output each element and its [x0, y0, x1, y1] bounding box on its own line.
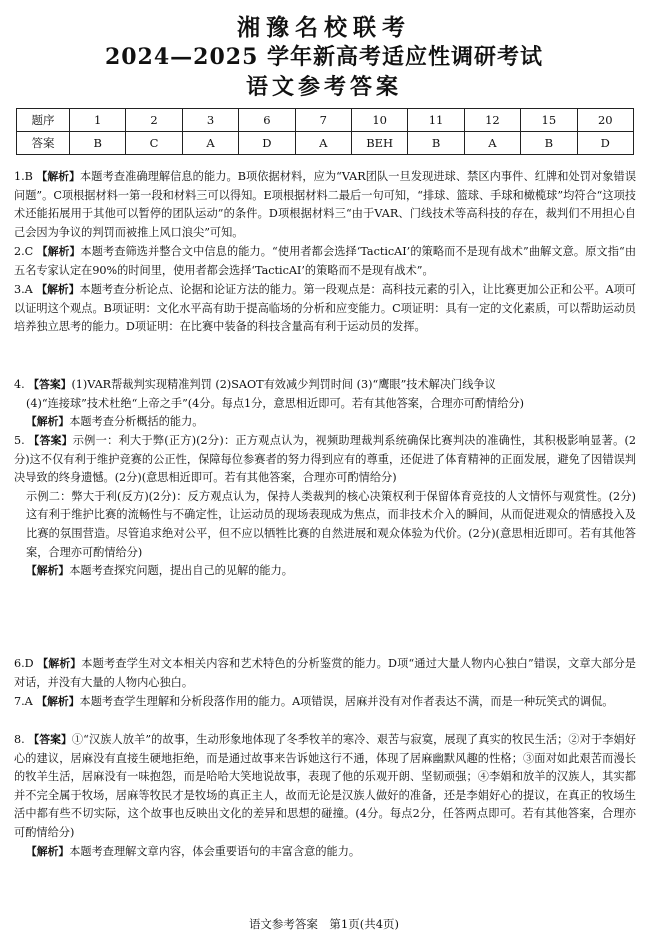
header-line2: 2024—2025 学年新高考适应性调研考试	[104, 44, 544, 70]
item-note: 本题考查分析概括的能力。	[69, 415, 204, 429]
item-number: 6.D	[14, 657, 34, 670]
table-cell: A	[295, 132, 351, 155]
item-number: 8.	[14, 733, 25, 746]
table-cell: 2	[126, 109, 182, 132]
item-number: 2.C	[14, 245, 34, 258]
analysis-tag: 【解析】	[36, 245, 81, 258]
analysis-tag: 【解析】	[36, 283, 80, 296]
table-cell: 7	[295, 109, 351, 132]
table-cell: D	[577, 132, 633, 155]
answer-tag: 【答案】	[28, 378, 72, 391]
table-row-label: 答案	[17, 132, 70, 155]
answer-table	[16, 108, 634, 155]
analysis-tag: 【解析】	[26, 844, 70, 858]
analysis-tag: 【解析】	[26, 415, 70, 429]
table-cell: D	[239, 132, 295, 155]
table-cell: 1	[70, 109, 126, 132]
answer-tag: 【答案】	[28, 733, 72, 746]
item-text: 本题考查学生对文本相关内容和艺术特色的分析鉴赏的能力。D项“通过大量人物内心独白”错误，文章大部分是对话，并没有大量的人物内心独白。	[14, 657, 636, 689]
item-4	[14, 376, 636, 432]
item-text-2: 示例二：弊大于利(反方)(2分)：反方观点认为，保持人类裁判的核心决策权利于保留体育竞技的人文情怀与观赏性。(2分)这有利于维护比赛的流畅性与不确定性，让运动员的现场表现成为焦点，而非技术介入的瞬间，从而促进观众的情感投入及比赛的氛围营造。尽管追求绝对公平，但不应以牺牲比赛的自然进展和观众体验为代价。(2分)(意思相近即可。若有其他答案，合理亦可酌情给分)	[26, 489, 636, 559]
item-text: 示例一：利大于弊(正方)(2分)：正方观点认为，视频助理裁判系统确保比赛判决的准确性，其积极影响显著。(2分)这不仅有利于维护竞赛的公正性，保障每位参赛者的努力得到应有的尊重，还促进了体育精神的正面发展，避免了因错误判决导致的终身遗憾。(2分)(意思相近即可。若有其他答案，合理亦可酌情给分)	[14, 434, 637, 485]
item-6	[14, 655, 636, 692]
table-cell: C	[126, 132, 182, 155]
header-line3: 语文参考答案	[245, 74, 402, 100]
table-cell: A	[464, 132, 520, 155]
item-number: 5.	[14, 434, 25, 447]
analysis-tag: 【解析】	[36, 170, 81, 183]
answer-table-row-answers	[17, 132, 634, 155]
table-cell: 3	[182, 109, 238, 132]
table-cell: B	[408, 132, 464, 155]
table-cell: BEH	[351, 132, 407, 155]
answer-table-row-numbers	[17, 109, 634, 132]
table-row-label: 题序	[17, 109, 70, 132]
table-cell: 6	[239, 109, 295, 132]
table-cell: 11	[408, 109, 464, 132]
item-text: (1)VAR帮裁判实现精准判罚 (2)SAOT有效减少判罚时间 (3)“鹰眼”技术解决门线争议	[71, 378, 496, 391]
analysis-tag: 【解析】	[36, 695, 80, 708]
answer-tag: 【答案】	[28, 434, 73, 447]
item-text: 本题考查筛选并整合文中信息的能力。“使用者都会选择‘TacticAI’的策略而不是现有战术”曲解文意。原文指“由五名专家认定在90%的时间里，使用者都会选择‘TacticAI’的策略而不是现有战术”。	[14, 245, 637, 277]
item-number: 1.B	[14, 170, 33, 183]
item-text-2: (4)“连接球”技术杜绝“上帝之手”(4分。每点1分，意思相近即可。若有其他答案，合理亦可酌情给分)	[26, 396, 525, 410]
item-2	[14, 243, 636, 280]
analysis-tag: 【解析】	[26, 564, 70, 578]
item-number: 7.A	[14, 695, 33, 708]
item-number: 4.	[14, 378, 25, 391]
item-5	[14, 432, 636, 581]
page-footer: 语文参考答案 第1页(共4页)	[248, 917, 400, 931]
table-cell: 20	[577, 109, 633, 132]
item-text: 本题考查准确理解信息的能力。B项依据材料，应为“VAR团队一旦发现进球、禁区内事件、红牌和处罚对象错误问题”。C项根据材料一第一段和材料三可以得知。E项根据材料二最后一句可知，“排球、篮球、手球和橄榄球”均符合“这项技术还能拓展用于其他可以暂停的团队运动”的条件。D项根据材料三“由于VAR、门线技术等高科技的存在，裁判们不用担心自己会因为争议的判罚而被推上风口浪尖”可知。	[14, 170, 637, 239]
table-cell: 12	[464, 109, 520, 132]
item-7	[14, 693, 636, 712]
item-number: 3.A	[14, 283, 33, 296]
item-note: 本题考查探究问题，提出自己的见解的能力。	[69, 564, 293, 578]
header-line1: 湘豫名校联考	[237, 14, 411, 41]
item-3	[14, 281, 636, 337]
table-cell: A	[182, 132, 238, 155]
item-8	[14, 731, 636, 861]
item-note: 本题考查理解文章内容，体会重要语句的丰富含意的能力。	[69, 844, 361, 858]
table-cell: B	[70, 132, 126, 155]
table-cell: 15	[521, 109, 577, 132]
item-text: 本题考查分析论点、论据和论证方法的能力。第一段观点是：高科技元素的引入，让比赛更加公正和公平。A项可以证明这个观点。B项证明：文化水平高有助于提高临场的分析和应变能力。C项证明：具有一定的文化素质，可以帮助运动员培养独立思考的能力。D项证明：在比赛中装备的科技含量高有利于运动员的发挥。	[14, 283, 636, 334]
table-cell: 10	[351, 109, 407, 132]
analysis-tag: 【解析】	[37, 657, 82, 670]
item-1	[14, 168, 636, 242]
item-text: ①“汉族人放羊”的故事，生动形象地体现了冬季牧羊的寒冷、艰苦与寂寞，展现了真实的牧民生活；②对于李娟好心的建议，居麻没有直接生硬地拒绝，而是通过故事来告诉她这行不通，体现了居麻幽默风趣的性格；③面对如此艰苦而漫长的牧羊生活，居麻没有一味抱怨，而是哈哈大笑地说故事，表现了他的乐观开朗、坚韧顽强；④李娟和放羊的汉族人，其实都并不完全属于牧场，居麻等牧民才是牧场的真正主人，故而无论是汉族人做好的准备，还是李娟好心的提议，在真正的牧场生活中都有些不切实际，这个故事也反映出文化的差异和思想的碰撞。(4分。每点2分，任答两点即可。若有其他答案，合理亦可酌情给分)	[14, 733, 636, 839]
item-text: 本题考查学生理解和分析段落作用的能力。A项错误，居麻并没有对作者表达不满，而是一种玩笑式的调侃。	[79, 695, 614, 708]
table-cell: B	[521, 132, 577, 155]
